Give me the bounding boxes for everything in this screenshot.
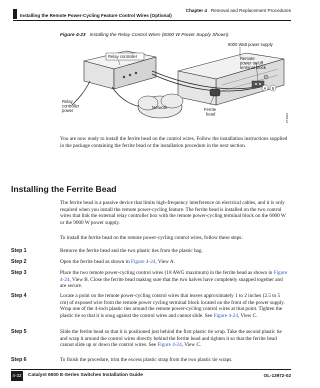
chapter-header [186, 8, 291, 14]
figure-link[interactable]: Figure 4-24 [131, 259, 156, 265]
callout-a [262, 85, 268, 91]
header-rule [13, 20, 291, 21]
document-number: OL-13972-02 [263, 373, 291, 378]
section-intro-steps: To install the ferrite bead on the remote power-cycling control wires, follow these steps: [60, 235, 243, 241]
step-label: Step 3 [11, 270, 27, 276]
ferrite-bead [210, 89, 220, 96]
art-id: 274662 [285, 112, 289, 123]
page-number: 4-32 [11, 371, 23, 381]
footer-title: Catalyst 6500 E-Series Switches Installation Guide [28, 373, 143, 378]
intro-paragraph: You are now ready to install the ferrite bead on the control wires. Follow the installation instructions supplied in the package containing the ferrite bead or the installation procedure in the next section. [60, 136, 288, 149]
svg-text:A: A [263, 86, 267, 91]
chapter-number: Chapter 4 [185, 8, 207, 13]
section-header: Installing the Remote Power-Cycling Feature Control Wires (Optional) [20, 13, 172, 18]
figure-caption [60, 33, 228, 38]
power-supply-chassis [178, 41, 284, 105]
header-marker [13, 9, 17, 19]
figure-number: Figure 4-23 [60, 33, 86, 38]
step-label: Step 4 [11, 293, 27, 299]
relay-power-label: Relay controller power [62, 99, 80, 113]
power-supply-label: 6000 Watt power supply [228, 42, 273, 47]
section-intro: The ferrite bead is a passive device that limits high-frequency interference on electrical cables, and it is only required when you install the remote power-cycling feature. The ferrite bead is installed on the two control wires that link the external relay controller box with the remote power-cycling terminal block on the 6000 W or the 9000 W power supply. [60, 200, 286, 227]
section-title: Installing the Ferrite Bead [11, 184, 117, 194]
step-text: Remove the ferrite bead and the two plastic ties from the plastic bag. [60, 248, 203, 254]
figure-link[interactable]: Figure 4-24 [157, 342, 182, 349]
step-label: Step 1 [11, 248, 27, 254]
step-label: Step 2 [11, 259, 27, 265]
svg-text:B: B [271, 86, 275, 91]
step-text: To finish the procedure, trim the excess plastic strap from the two plastic tie wraps. [60, 357, 233, 363]
footer-rule [11, 369, 291, 370]
terminal-block [252, 81, 264, 87]
figure-link[interactable]: Figure 4-24 [60, 270, 288, 283]
network-label: Network [152, 105, 168, 110]
figure-link[interactable]: Figure 4-24 [213, 313, 238, 320]
figure-title: Installing the Relay Control Wires (6000 W Power Supply Shown) [89, 33, 229, 38]
step-label: Step 5 [11, 329, 27, 335]
callout-b [270, 85, 276, 91]
remote-terminal-label: Remote power on/off terminal block [240, 56, 266, 70]
step-text: Locate a point on the remote power-cycling control wires that leaves approximately 1 to 2 inches (2.5 to 5 cm) of exposed wire from the remote power cycling terminal block located on the front of the power supply. Wrap one of the 4-inch plastic ties around the remote power-cycling control wires at that point. Tighten the plastic tie so that it is snug against the control wires and cannot slide. See Figure 4-24, View C. [60, 293, 285, 320]
relay-wiring-figure [60, 41, 292, 127]
relay-controller-label: Relay controller [108, 54, 138, 59]
step-text: Place the two remote power-cycling control wires (18 AWG maximum) in the ferrite bead as shown in Figure 4-24, View B. Close the ferrite bead making sure that the two halves have completely snapped together and are secure. [60, 270, 288, 290]
step-text: Open the ferrite bead as shown in Figure 4-24, View A. [60, 259, 175, 265]
ferrite-label: Ferrite bead [204, 107, 217, 117]
step-text: Slide the ferrite bead so that it is positioned just behind the first plastic tie wrap. Take the second plastic tie and wrap it around the control wires directly behind the ferrite bead and tighten it so that the ferrite bead cannot slide up or down the control wires. See Figure 4-24, View C. [60, 329, 282, 349]
step-label: Step 6 [11, 357, 27, 363]
chapter-title: Removal and Replacement Procedures [210, 8, 291, 13]
